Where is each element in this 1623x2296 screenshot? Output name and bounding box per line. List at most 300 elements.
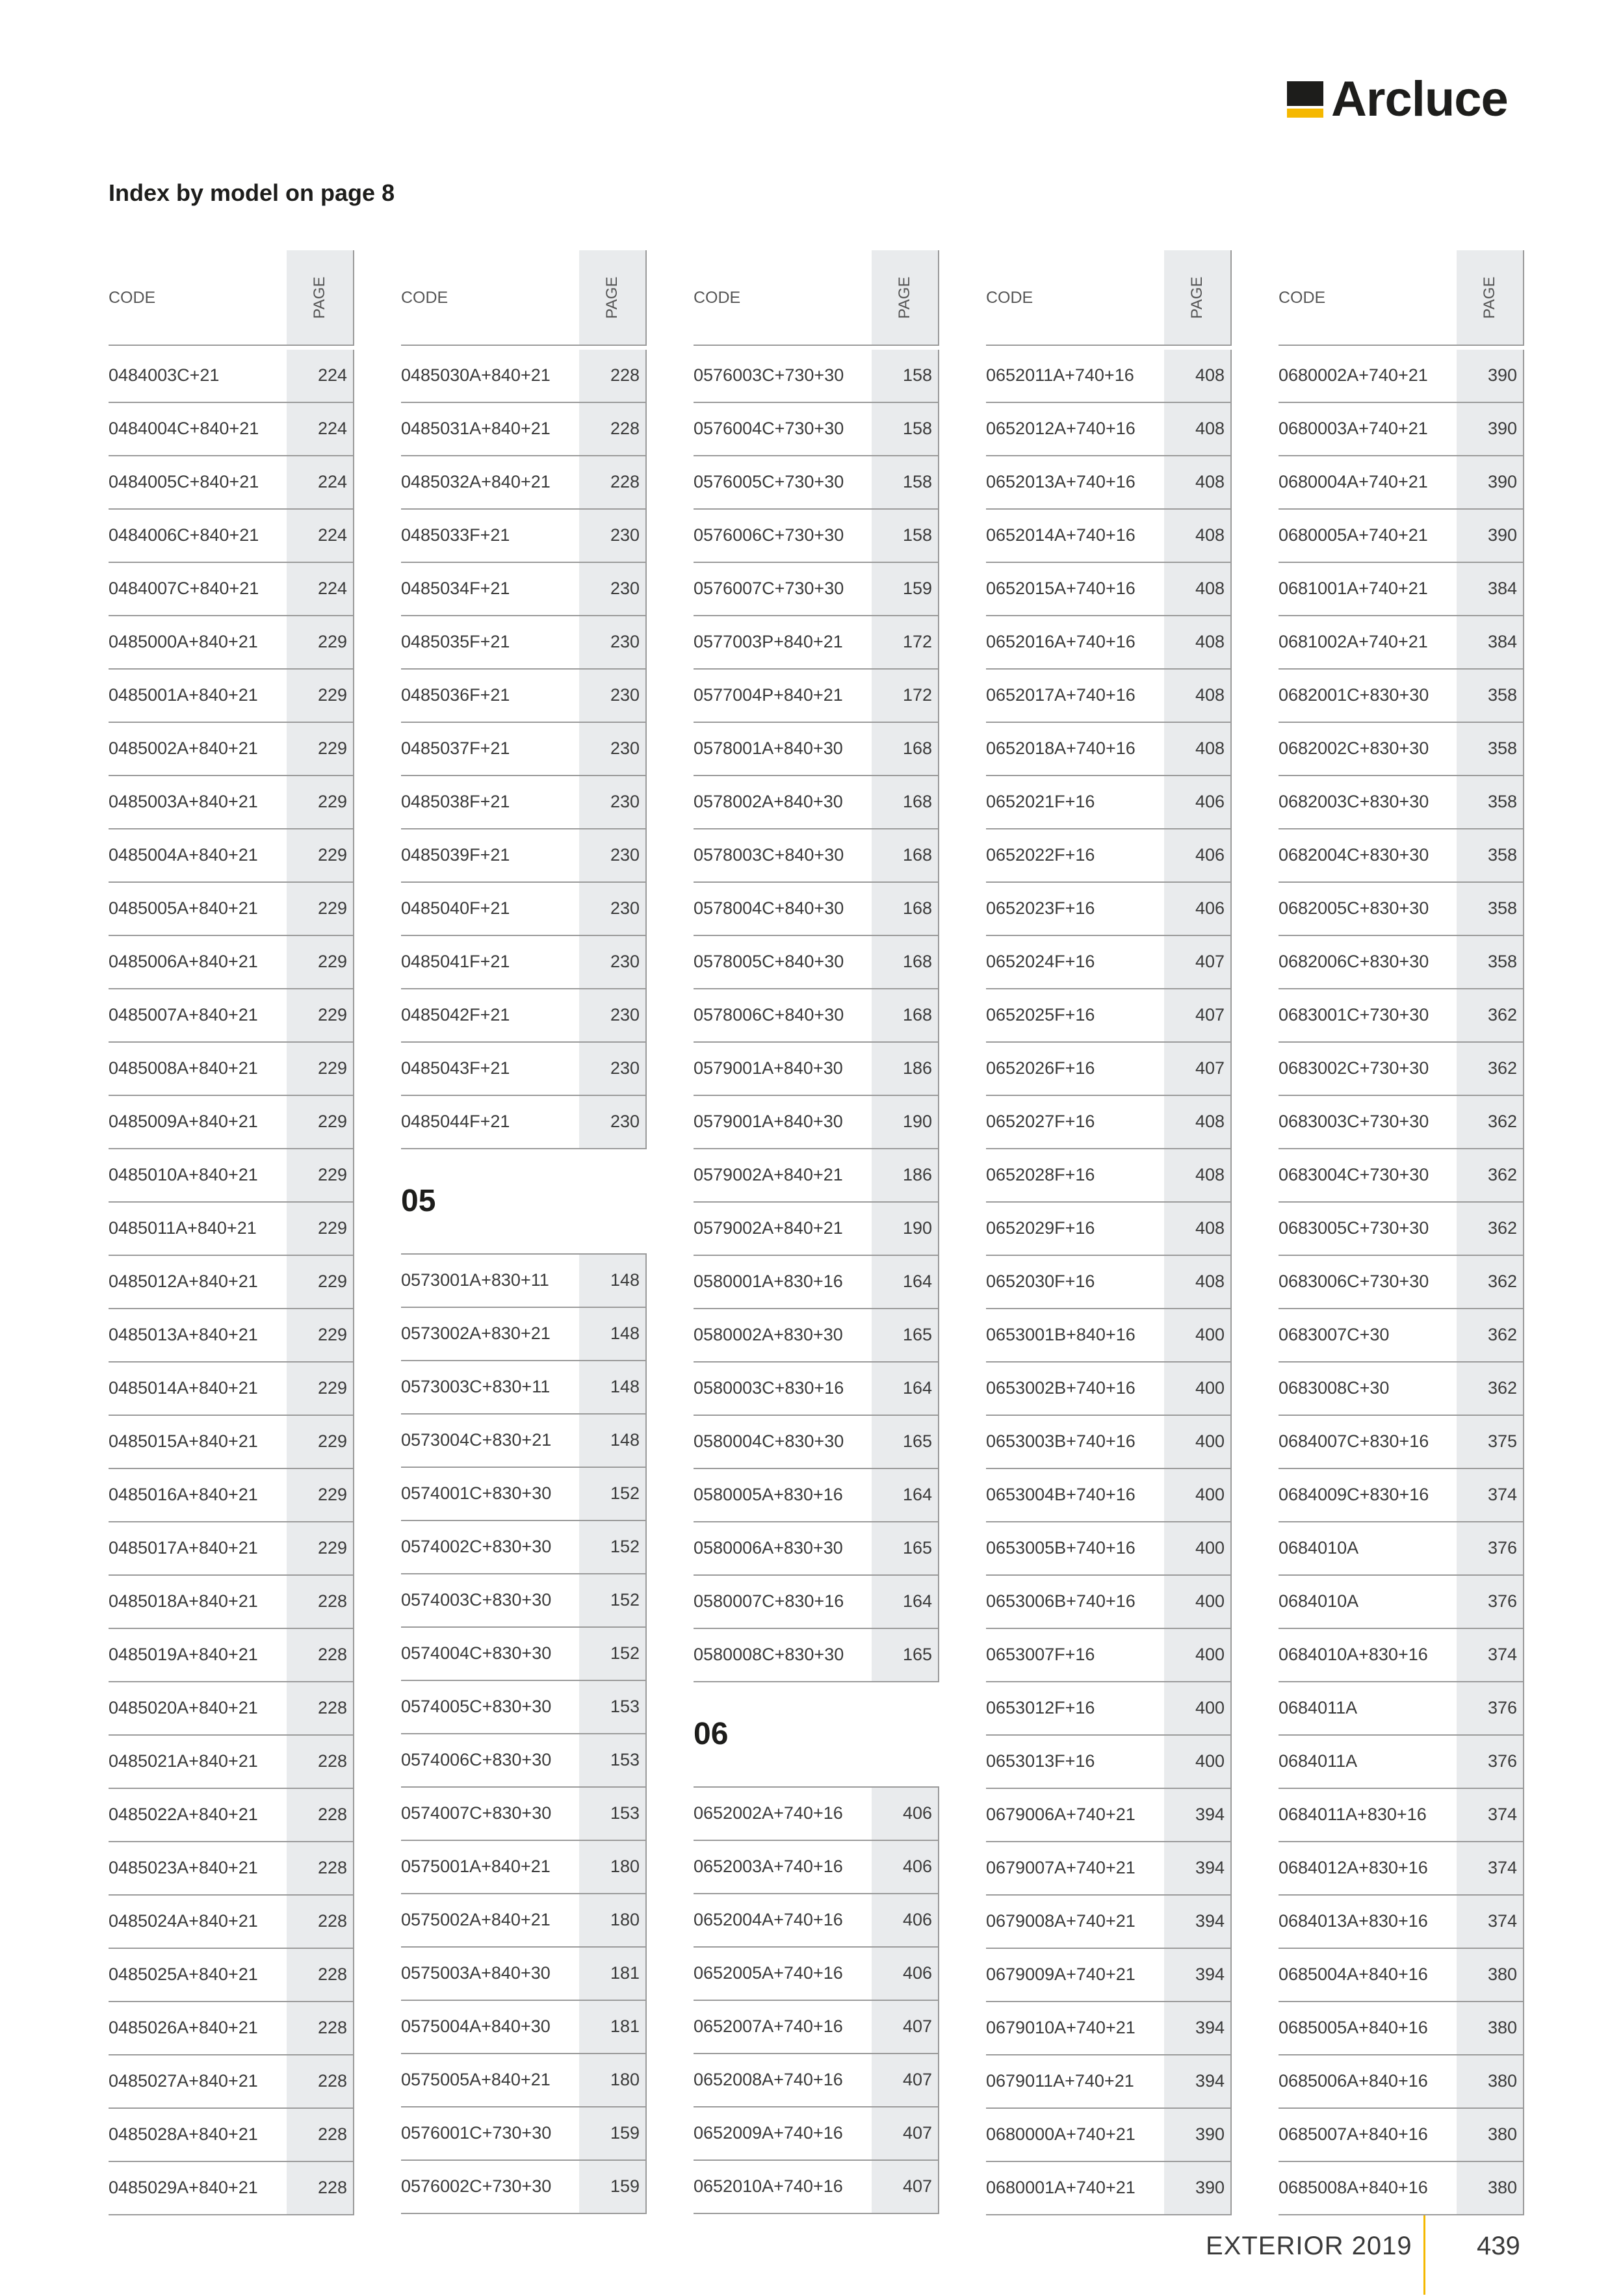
page-reference: 408 bbox=[1164, 1256, 1232, 1308]
page-reference: 158 bbox=[872, 350, 939, 402]
page-reference: 394 bbox=[1164, 1842, 1232, 1894]
page-reference: 394 bbox=[1164, 1949, 1232, 2001]
model-code: 0574004C+830+30 bbox=[401, 1643, 552, 1663]
model-code: 0580004C+830+30 bbox=[694, 1431, 844, 1451]
index-row bbox=[986, 2055, 1232, 2109]
model-code: 0652012A+740+16 bbox=[986, 419, 1136, 438]
index-row bbox=[694, 723, 939, 776]
page-reference: 229 bbox=[287, 1416, 354, 1468]
page-reference: 358 bbox=[1457, 776, 1524, 828]
page-reference: 158 bbox=[872, 510, 939, 562]
page-reference: 230 bbox=[579, 563, 647, 615]
page-reference: 229 bbox=[287, 1363, 354, 1415]
index-row bbox=[401, 563, 647, 616]
index-row bbox=[986, 403, 1232, 456]
index-row bbox=[694, 829, 939, 883]
model-code: 0684010A bbox=[1279, 1538, 1359, 1558]
page-reference: 228 bbox=[287, 1629, 354, 1681]
model-code: 0579001A+840+30 bbox=[694, 1112, 843, 1131]
page-reference: 376 bbox=[1457, 1522, 1524, 1574]
page-reference: 229 bbox=[287, 723, 354, 775]
index-row bbox=[694, 563, 939, 616]
page-reference: 165 bbox=[872, 1416, 939, 1468]
model-code: 0575004A+840+30 bbox=[401, 2016, 551, 2036]
page-reference: 406 bbox=[872, 1841, 939, 1893]
page-reference: 229 bbox=[287, 1149, 354, 1201]
model-code: 0484003C+21 bbox=[109, 365, 220, 385]
model-code: 0485041F+21 bbox=[401, 952, 510, 971]
model-code: 0652028F+16 bbox=[986, 1165, 1095, 1184]
page-header: PAGE bbox=[603, 276, 621, 319]
index-row bbox=[1279, 2162, 1524, 2215]
model-code: 0485021A+840+21 bbox=[109, 1751, 258, 1771]
index-row bbox=[694, 1948, 939, 2001]
page-reference: 229 bbox=[287, 883, 354, 935]
model-code: 0485010A+840+21 bbox=[109, 1165, 258, 1184]
model-code: 0574001C+830+30 bbox=[401, 1483, 552, 1503]
index-row bbox=[109, 2002, 354, 2055]
model-code: 0485009A+840+21 bbox=[109, 1112, 258, 1131]
model-code: 0485019A+840+21 bbox=[109, 1645, 258, 1664]
index-row bbox=[694, 403, 939, 456]
page-header-cell bbox=[1164, 250, 1232, 345]
page-reference: 230 bbox=[579, 1096, 647, 1148]
index-row bbox=[109, 670, 354, 723]
page-reference: 228 bbox=[287, 1949, 354, 2001]
page-reference: 158 bbox=[872, 403, 939, 455]
model-code: 0576001C+730+30 bbox=[401, 2123, 552, 2143]
model-code: 0681002A+740+21 bbox=[1279, 632, 1428, 651]
index-row bbox=[401, 2054, 647, 2107]
model-code: 0578003C+840+30 bbox=[694, 845, 844, 865]
index-row bbox=[401, 1521, 647, 1574]
page-reference: 168 bbox=[872, 883, 939, 935]
model-code: 0680000A+740+21 bbox=[986, 2124, 1136, 2144]
page-reference: 164 bbox=[872, 1469, 939, 1521]
model-code: 0574007C+830+30 bbox=[401, 1803, 552, 1823]
model-code: 0485003A+840+21 bbox=[109, 792, 258, 811]
index-row bbox=[109, 510, 354, 563]
index-row bbox=[694, 883, 939, 936]
model-code: 0485030A+840+21 bbox=[401, 365, 551, 385]
index-row bbox=[694, 1043, 939, 1096]
model-code: 0576004C+730+30 bbox=[694, 419, 844, 438]
page-reference: 380 bbox=[1457, 2109, 1524, 2161]
index-row bbox=[109, 1949, 354, 2002]
page-reference: 400 bbox=[1164, 1416, 1232, 1468]
index-row bbox=[401, 1894, 647, 1948]
page-header-cell bbox=[872, 250, 939, 345]
column-header bbox=[109, 250, 354, 346]
model-code: 0485022A+840+21 bbox=[109, 1805, 258, 1824]
page-reference: 164 bbox=[872, 1256, 939, 1308]
index-row bbox=[694, 1788, 939, 1841]
page-reference: 390 bbox=[1164, 2109, 1232, 2161]
page-reference: 407 bbox=[1164, 989, 1232, 1041]
page-reference: 362 bbox=[1457, 1309, 1524, 1361]
index-row bbox=[109, 1096, 354, 1149]
page-reference: 400 bbox=[1164, 1522, 1232, 1574]
index-row bbox=[401, 1308, 647, 1361]
page-reference: 224 bbox=[287, 456, 354, 508]
model-code: 0653004B+740+16 bbox=[986, 1485, 1136, 1504]
page-reference: 362 bbox=[1457, 1256, 1524, 1308]
index-row bbox=[694, 776, 939, 829]
index-row bbox=[1279, 1629, 1524, 1682]
model-code: 0485037F+21 bbox=[401, 738, 510, 758]
model-code: 0574003C+830+30 bbox=[401, 1590, 552, 1610]
index-row bbox=[694, 1576, 939, 1629]
model-code: 0575002A+840+21 bbox=[401, 1910, 551, 1929]
page-reference: 374 bbox=[1457, 1896, 1524, 1948]
index-row bbox=[694, 670, 939, 723]
page-reference: 408 bbox=[1164, 723, 1232, 775]
model-code: 0685005A+840+16 bbox=[1279, 2018, 1428, 2037]
page-reference: 362 bbox=[1457, 1363, 1524, 1415]
index-row bbox=[109, 2162, 354, 2215]
page-reference: 400 bbox=[1164, 1629, 1232, 1681]
model-code: 0573001A+830+11 bbox=[401, 1270, 549, 1290]
page-reference: 408 bbox=[1164, 670, 1232, 722]
page-reference: 228 bbox=[287, 1736, 354, 1788]
page-reference: 408 bbox=[1164, 616, 1232, 668]
page-reference: 190 bbox=[872, 1096, 939, 1148]
model-code: 0485023A+840+21 bbox=[109, 1858, 258, 1877]
page-reference: 229 bbox=[287, 1096, 354, 1148]
index-row bbox=[401, 2001, 647, 2054]
page-reference: 394 bbox=[1164, 1789, 1232, 1841]
index-row bbox=[401, 456, 647, 510]
page-reference: 407 bbox=[872, 2161, 939, 2213]
page-reference: 230 bbox=[579, 883, 647, 935]
model-code: 0579001A+840+30 bbox=[694, 1058, 843, 1078]
model-code: 0652022F+16 bbox=[986, 845, 1095, 865]
page-reference: 358 bbox=[1457, 883, 1524, 935]
index-row bbox=[109, 1416, 354, 1469]
page-reference: 400 bbox=[1164, 1309, 1232, 1361]
column-header bbox=[401, 250, 647, 346]
page-reference: 380 bbox=[1457, 1949, 1524, 2001]
model-code: 0683003C+730+30 bbox=[1279, 1112, 1429, 1131]
page-header: PAGE bbox=[1188, 276, 1206, 319]
index-row bbox=[1279, 2109, 1524, 2162]
index-row bbox=[401, 2161, 647, 2214]
index-row bbox=[694, 2054, 939, 2107]
page-reference: 148 bbox=[579, 1415, 647, 1467]
model-code: 0685008A+840+16 bbox=[1279, 2178, 1428, 2197]
page-reference: 384 bbox=[1457, 563, 1524, 615]
model-code: 0574005C+830+30 bbox=[401, 1697, 552, 1716]
model-code: 0684010A bbox=[1279, 1591, 1359, 1611]
page-reference: 190 bbox=[872, 1203, 939, 1255]
index-row bbox=[109, 1469, 354, 1522]
page-reference: 230 bbox=[579, 510, 647, 562]
page-reference: 228 bbox=[579, 456, 647, 508]
index-row bbox=[401, 1468, 647, 1521]
index-row bbox=[1279, 1576, 1524, 1629]
model-code: 0484007C+840+21 bbox=[109, 579, 259, 598]
page-reference: 400 bbox=[1164, 1736, 1232, 1788]
model-code: 0485005A+840+21 bbox=[109, 898, 258, 918]
model-code: 0578002A+840+30 bbox=[694, 792, 843, 811]
code-header: CODE bbox=[986, 289, 1033, 307]
page-reference: 394 bbox=[1164, 2055, 1232, 2107]
index-row bbox=[986, 1043, 1232, 1096]
page-reference: 358 bbox=[1457, 670, 1524, 722]
index-row bbox=[109, 1896, 354, 1949]
model-code: 0652007A+740+16 bbox=[694, 2016, 843, 2036]
page-reference: 159 bbox=[579, 2107, 647, 2159]
page-reference: 181 bbox=[579, 2001, 647, 2053]
model-code: 0485001A+840+21 bbox=[109, 685, 258, 705]
page-reference: 400 bbox=[1164, 1576, 1232, 1628]
index-row bbox=[1279, 1682, 1524, 1736]
model-code: 0653001B+840+16 bbox=[986, 1325, 1136, 1344]
model-code: 0580008C+830+30 bbox=[694, 1645, 844, 1664]
page-reference: 230 bbox=[579, 829, 647, 881]
index-row bbox=[401, 510, 647, 563]
index-row bbox=[1279, 776, 1524, 829]
index-row bbox=[694, 1203, 939, 1256]
page-reference: 168 bbox=[872, 989, 939, 1041]
page-reference: 229 bbox=[287, 829, 354, 881]
index-row bbox=[109, 2109, 354, 2162]
model-code: 0652024F+16 bbox=[986, 952, 1095, 971]
index-row bbox=[1279, 1896, 1524, 1949]
model-code: 0679011A+740+21 bbox=[986, 2071, 1134, 2091]
index-row bbox=[109, 456, 354, 510]
page-reference: 228 bbox=[287, 2002, 354, 2054]
page-reference: 230 bbox=[579, 989, 647, 1041]
page-reference: 230 bbox=[579, 936, 647, 988]
page-reference: 148 bbox=[579, 1308, 647, 1360]
model-code: 0485031A+840+21 bbox=[401, 419, 551, 438]
page-reference: 165 bbox=[872, 1522, 939, 1574]
index-row bbox=[109, 1043, 354, 1096]
brand-logo bbox=[1287, 72, 1508, 127]
index-row bbox=[986, 989, 1232, 1043]
page-reference: 158 bbox=[872, 456, 939, 508]
code-header: CODE bbox=[109, 289, 156, 307]
column-header bbox=[986, 250, 1232, 346]
page-reference: 358 bbox=[1457, 723, 1524, 775]
index-row bbox=[986, 1736, 1232, 1789]
index-row bbox=[1279, 1416, 1524, 1469]
model-code: 0683008C+30 bbox=[1279, 1378, 1390, 1398]
index-row bbox=[986, 1363, 1232, 1416]
model-code: 0485043F+21 bbox=[401, 1058, 510, 1078]
index-row bbox=[401, 1043, 647, 1096]
page-reference: 358 bbox=[1457, 829, 1524, 881]
index-row bbox=[986, 1096, 1232, 1149]
model-code: 0652005A+740+16 bbox=[694, 1963, 843, 1983]
index-row bbox=[109, 723, 354, 776]
page-reference: 180 bbox=[579, 1894, 647, 1946]
model-code: 0652021F+16 bbox=[986, 792, 1095, 811]
index-row bbox=[694, 2161, 939, 2214]
model-code: 0485034F+21 bbox=[401, 579, 510, 598]
index-row bbox=[401, 616, 647, 670]
code-header: CODE bbox=[694, 289, 741, 307]
index-row bbox=[401, 1096, 647, 1149]
model-code: 0679008A+740+21 bbox=[986, 1911, 1136, 1931]
model-code: 0485035F+21 bbox=[401, 632, 510, 651]
page-reference: 186 bbox=[872, 1043, 939, 1095]
page-reference: 172 bbox=[872, 616, 939, 668]
index-row bbox=[109, 1309, 354, 1363]
model-code: 0575001A+840+21 bbox=[401, 1857, 551, 1876]
page-reference: 408 bbox=[1164, 403, 1232, 455]
index-row bbox=[401, 1948, 647, 2001]
model-code: 0653007F+16 bbox=[986, 1645, 1095, 1664]
page-reference: 407 bbox=[872, 2054, 939, 2106]
model-code: 0653005B+740+16 bbox=[986, 1538, 1136, 1558]
index-row bbox=[109, 989, 354, 1043]
page-reference: 228 bbox=[579, 403, 647, 455]
model-code: 0580001A+830+16 bbox=[694, 1272, 843, 1291]
page-reference: 408 bbox=[1164, 1149, 1232, 1201]
page-reference: 407 bbox=[1164, 936, 1232, 988]
index-row bbox=[986, 1896, 1232, 1949]
index-row bbox=[401, 1681, 647, 1734]
model-code: 0652030F+16 bbox=[986, 1272, 1095, 1291]
index-row bbox=[986, 723, 1232, 776]
model-code: 0680001A+740+21 bbox=[986, 2178, 1136, 2197]
page-reference: 374 bbox=[1457, 1629, 1524, 1681]
model-code: 0579002A+840+21 bbox=[694, 1165, 843, 1184]
page-reference: 148 bbox=[579, 1361, 647, 1413]
page-reference: 165 bbox=[872, 1309, 939, 1361]
page-reference: 390 bbox=[1457, 510, 1524, 562]
section-number: 05 bbox=[401, 1184, 436, 1218]
model-code: 0485027A+840+21 bbox=[109, 2071, 258, 2091]
index-row bbox=[986, 1309, 1232, 1363]
model-code: 0652023F+16 bbox=[986, 898, 1095, 918]
index-row bbox=[986, 1416, 1232, 1469]
page-reference: 394 bbox=[1164, 1896, 1232, 1948]
column-header bbox=[1279, 250, 1524, 346]
model-code: 0575005A+840+21 bbox=[401, 2070, 551, 2089]
page-reference: 390 bbox=[1457, 456, 1524, 508]
model-code: 0682004C+830+30 bbox=[1279, 845, 1429, 865]
section-header bbox=[401, 1149, 647, 1255]
page-reference: 152 bbox=[579, 1574, 647, 1626]
model-code: 0576005C+730+30 bbox=[694, 472, 844, 491]
page-reference: 159 bbox=[872, 563, 939, 615]
index-row bbox=[401, 1415, 647, 1468]
page-reference: 406 bbox=[872, 1894, 939, 1946]
model-code: 0684007C+830+16 bbox=[1279, 1431, 1429, 1451]
page-reference: 374 bbox=[1457, 1469, 1524, 1521]
model-code: 0484006C+840+21 bbox=[109, 525, 259, 545]
logo-mark-icon bbox=[1287, 81, 1323, 118]
index-row bbox=[401, 2107, 647, 2161]
index-row bbox=[694, 1841, 939, 1894]
index-row bbox=[694, 456, 939, 510]
index-row bbox=[986, 1203, 1232, 1256]
model-code: 0679010A+740+21 bbox=[986, 2018, 1136, 2037]
model-code: 0485018A+840+21 bbox=[109, 1591, 258, 1611]
model-code: 0652011A+740+16 bbox=[986, 365, 1134, 385]
footer-page-number: 439 bbox=[1477, 2232, 1520, 2260]
index-row bbox=[109, 1149, 354, 1203]
page-reference: 153 bbox=[579, 1788, 647, 1840]
index-row bbox=[986, 1949, 1232, 2002]
page-reference: 153 bbox=[579, 1734, 647, 1786]
model-code: 0682006C+830+30 bbox=[1279, 952, 1429, 971]
index-row bbox=[109, 1736, 354, 1789]
page-reference: 230 bbox=[579, 723, 647, 775]
page-header-cell bbox=[1457, 250, 1524, 345]
model-code: 0484005C+840+21 bbox=[109, 472, 259, 491]
index-row bbox=[109, 776, 354, 829]
page-reference: 374 bbox=[1457, 1842, 1524, 1894]
code-header: CODE bbox=[401, 289, 448, 307]
page-reference: 229 bbox=[287, 989, 354, 1041]
page-reference: 230 bbox=[579, 616, 647, 668]
page-reference: 229 bbox=[287, 670, 354, 722]
index-row bbox=[109, 2055, 354, 2109]
index-column bbox=[694, 250, 939, 2214]
model-code: 0485036F+21 bbox=[401, 685, 510, 705]
index-row bbox=[1279, 1363, 1524, 1416]
index-row bbox=[986, 670, 1232, 723]
page-reference: 228 bbox=[579, 350, 647, 402]
index-row bbox=[401, 989, 647, 1043]
model-code: 0652027F+16 bbox=[986, 1112, 1095, 1131]
model-code: 0485025A+840+21 bbox=[109, 1964, 258, 1984]
page-header-cell bbox=[579, 250, 647, 345]
index-row bbox=[1279, 989, 1524, 1043]
model-code: 0573003C+830+11 bbox=[401, 1377, 551, 1396]
model-code: 0578006C+840+30 bbox=[694, 1005, 844, 1024]
index-row bbox=[1279, 403, 1524, 456]
index-row bbox=[1279, 1789, 1524, 1842]
model-code: 0576003C+730+30 bbox=[694, 365, 844, 385]
page-reference: 228 bbox=[287, 1789, 354, 1841]
page-reference: 165 bbox=[872, 1629, 939, 1681]
page-reference: 230 bbox=[579, 670, 647, 722]
model-code: 0652029F+16 bbox=[986, 1218, 1095, 1238]
model-code: 0578001A+840+30 bbox=[694, 738, 843, 758]
model-code: 0682001C+830+30 bbox=[1279, 685, 1429, 705]
index-row bbox=[694, 989, 939, 1043]
model-code: 0684009C+830+16 bbox=[1279, 1485, 1429, 1504]
page-reference: 362 bbox=[1457, 1096, 1524, 1148]
model-code: 0684011A bbox=[1279, 1751, 1358, 1771]
index-row bbox=[401, 1628, 647, 1681]
model-code: 0574002C+830+30 bbox=[401, 1537, 552, 1556]
index-row bbox=[986, 616, 1232, 670]
model-code: 0485020A+840+21 bbox=[109, 1698, 258, 1717]
page-reference: 380 bbox=[1457, 2055, 1524, 2107]
index-row bbox=[1279, 616, 1524, 670]
index-row bbox=[401, 776, 647, 829]
page-reference: 224 bbox=[287, 563, 354, 615]
index-row bbox=[986, 1256, 1232, 1309]
index-row bbox=[109, 1842, 354, 1896]
index-row bbox=[109, 563, 354, 616]
index-row bbox=[694, 1894, 939, 1948]
index-row bbox=[986, 829, 1232, 883]
index-heading: Index by model on page 8 bbox=[109, 179, 395, 206]
model-code: 0485039F+21 bbox=[401, 845, 510, 865]
page-reference: 228 bbox=[287, 1576, 354, 1628]
page-reference: 406 bbox=[872, 1948, 939, 2000]
index-row bbox=[401, 403, 647, 456]
model-code: 0485028A+840+21 bbox=[109, 2124, 258, 2144]
index-row bbox=[1279, 1522, 1524, 1576]
